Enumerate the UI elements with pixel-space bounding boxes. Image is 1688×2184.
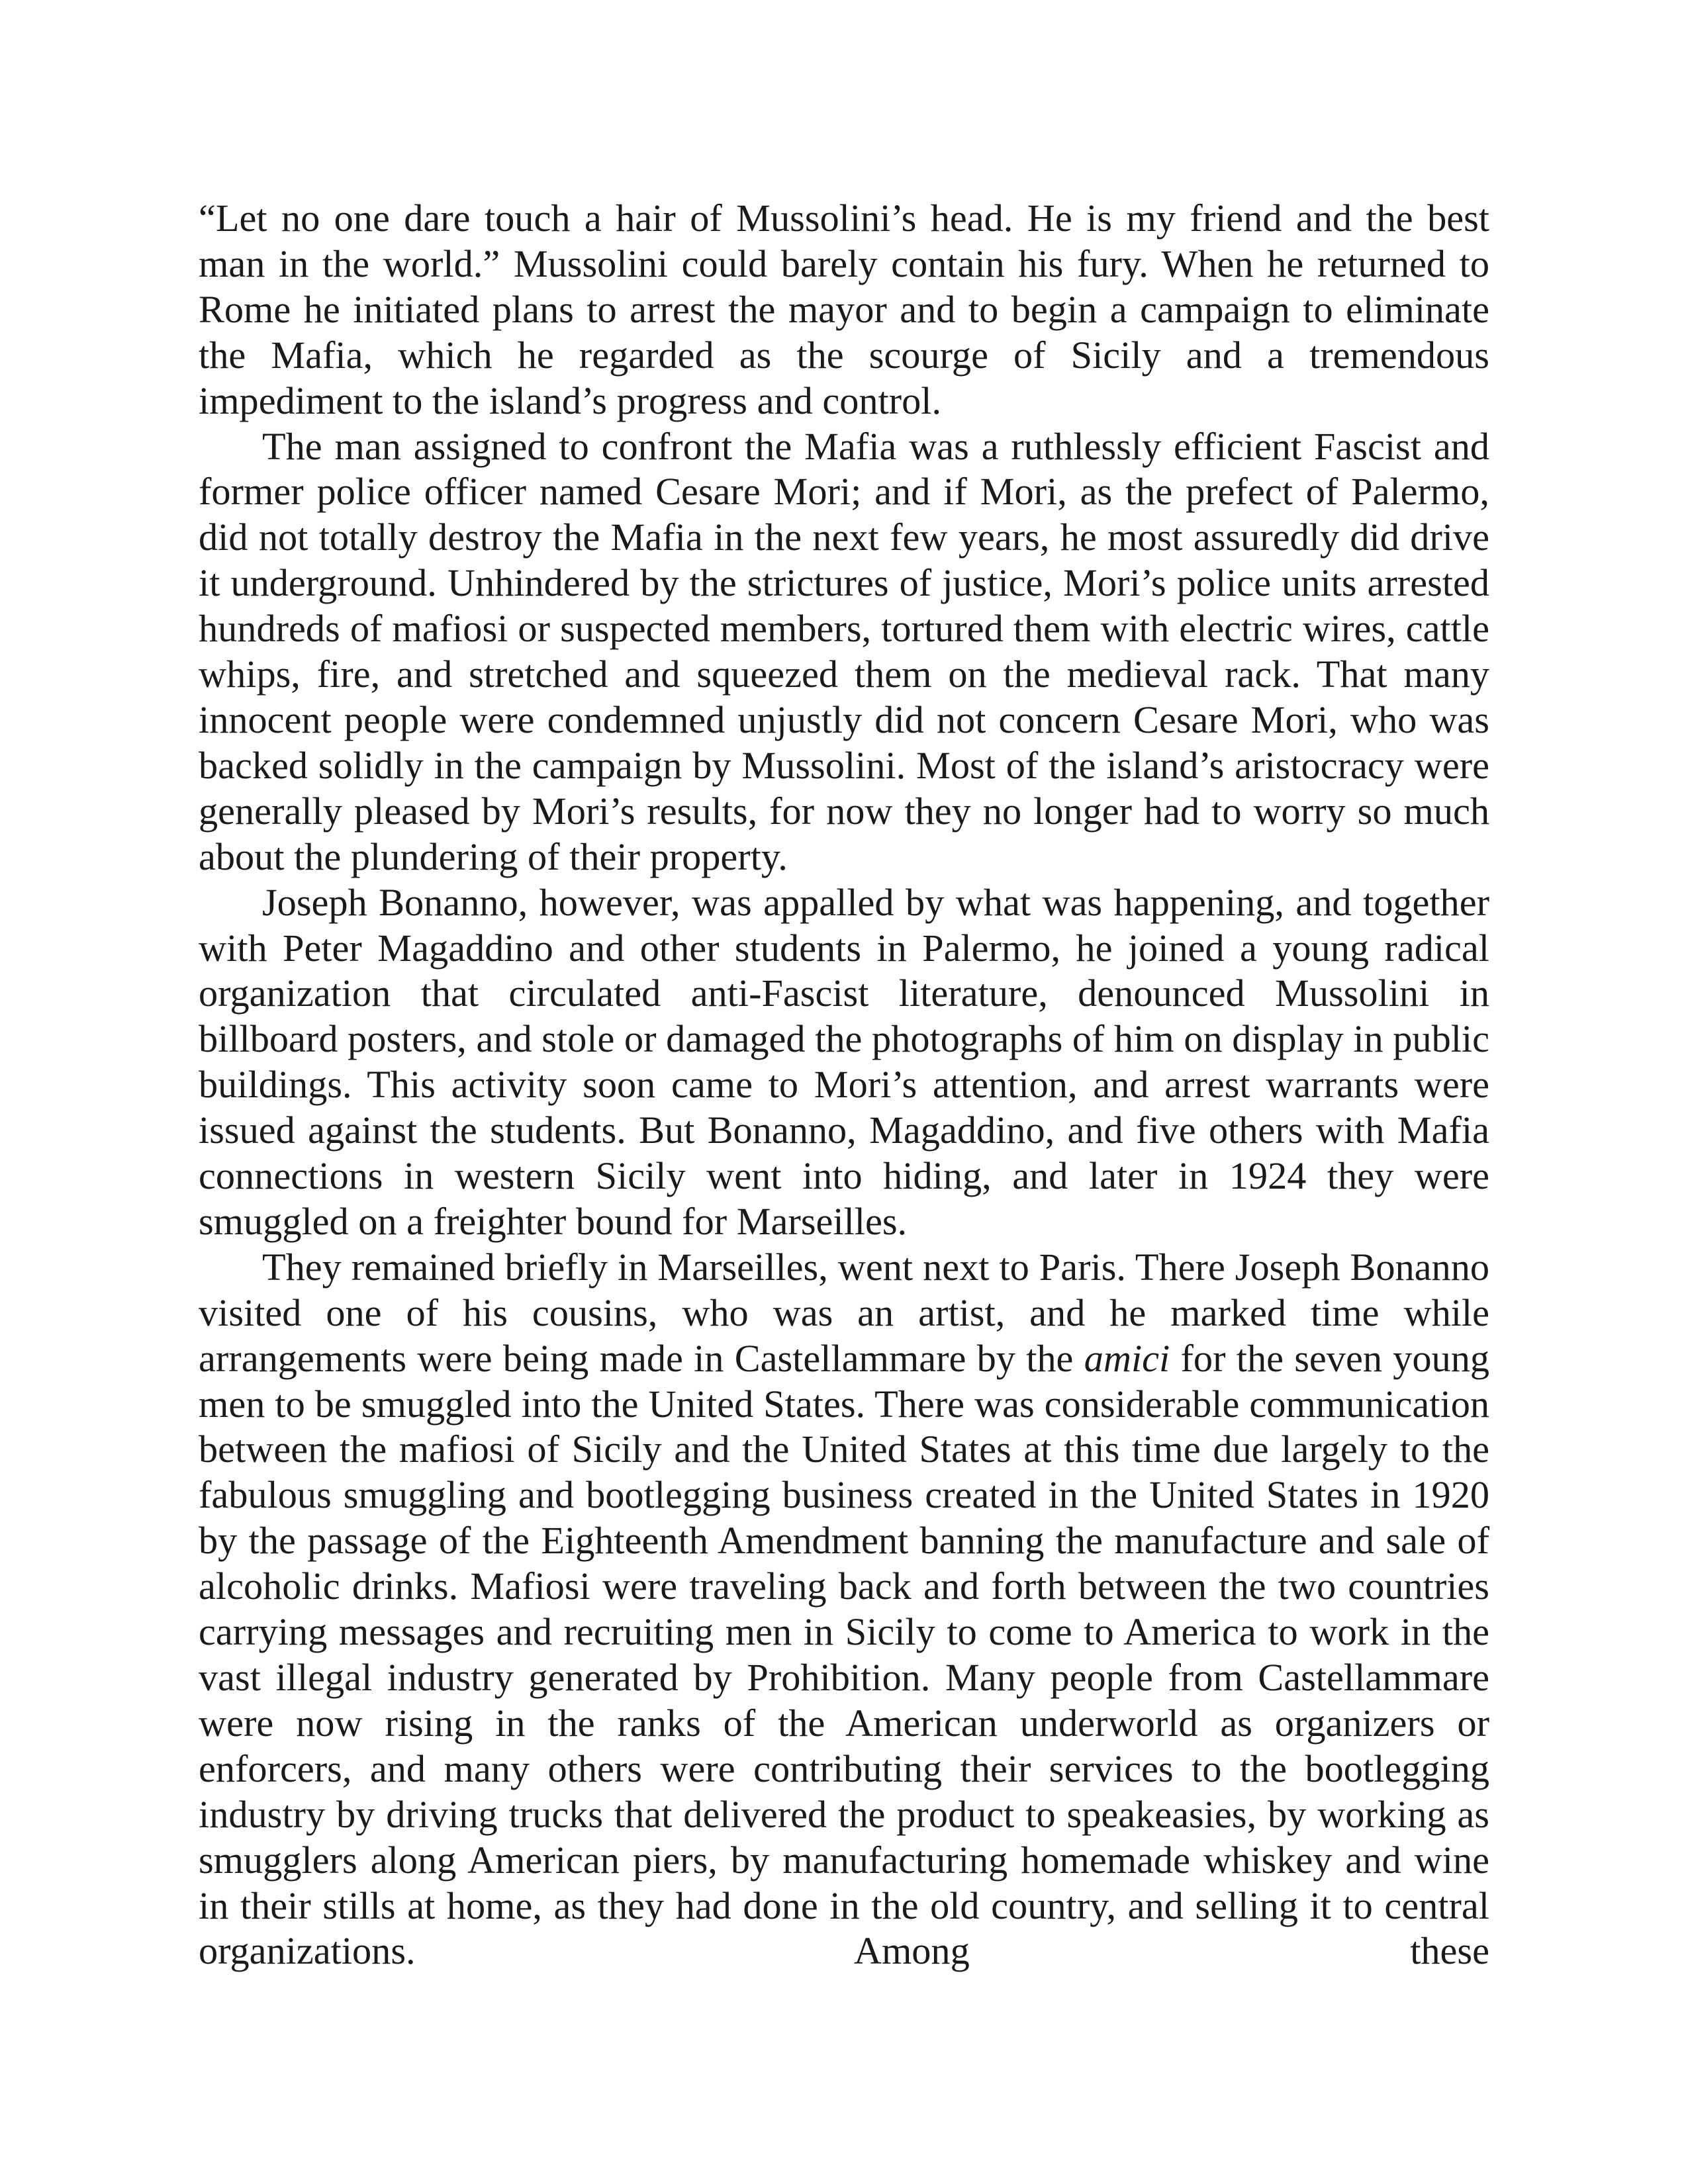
paragraph-4 <box>199 1245 1489 1975</box>
paragraph-4-text-a: They remained briefly in Marseilles, went next to Paris. There Joseph Bonanno visited one of his cousins, who was an artist, and he marked time while arrangements were being made in Castellammare by the <box>199 1245 1489 1380</box>
paragraph-1-text: “Let no one dare touch a hair of Mussolini’s head. He is my friend and the best man in the world.” Mussolini could barely contain his fury. When he returned to Rome he initiated plans to arrest the mayor and to begin a campaign to eliminate the Mafia, which he regarded as the scourge of Sicily and a tremendous impediment to the island’s progress and control. <box>199 197 1489 422</box>
paragraph-3 <box>199 880 1489 1245</box>
paragraph-4-text-b: for the seven young men to be smuggled into the United States. There was considerable communication between the mafiosi of Sicily and the United States at this time due largely to the fabulous smuggling and bootlegging business created in the United States in 1920 by the passage of the Eighteenth Amendment banning the manufacture and sale of alcoholic drinks. Mafiosi were traveling back and forth between the two countries carrying messages and recruiting men in Sicily to come to America to work in the vast illegal industry generated by Prohibition. Many people from Castellammare were now rising in the ranks of the American underworld as organizers or enforcers, and many others were contributing their services to the bootlegging industry by driving trucks that delivered the product to speakeasies, by working as smugglers along American piers, by manufacturing homemade whiskey and wine in their stills at home, as they had done in the old country, and selling it to central organizations. Among these <box>199 1336 1489 1973</box>
document-page <box>199 196 1489 1974</box>
paragraph-2 <box>199 424 1489 880</box>
paragraph-1 <box>199 196 1489 424</box>
italic-word-amici: amici <box>1084 1336 1170 1380</box>
paragraph-2-text: The man assigned to confront the Mafia was a ruthlessly efficient Fascist and former police officer named Cesare Mori; and if Mori, as the prefect of Palermo, did not totally destroy the Mafia in the next few years, he most assuredly did drive it underground. Unhindered by the strictures of justice, Mori’s police units arrested hundreds of mafiosi or suspected members, tortured them with electric wires, cattle whips, fire, and stretched and squeezed them on the medieval rack. That many innocent people were condemned unjustly did not concern Cesare Mori, who was backed solidly in the campaign by Mussolini. Most of the island’s aristocracy were generally pleased by Mori’s results, for now they no longer had to worry so much about the plundering of their property. <box>199 424 1489 878</box>
paragraph-3-text: Joseph Bonanno, however, was appalled by what was happening, and together with Peter Magaddino and other students in Palermo, he joined a young radical organization that circulated anti-Fascist literature, denounced Mussolini in billboard posters, and stole or damaged the photographs of him on display in public buildings. This activity soon came to Mori’s attention, and arrest warrants were issued against the students. But Bonanno, Magaddino, and five others with Mafia connections in western Sicily went into hiding, and later in 1924 they were smuggled on a freighter bound for Marseilles. <box>199 880 1489 1243</box>
